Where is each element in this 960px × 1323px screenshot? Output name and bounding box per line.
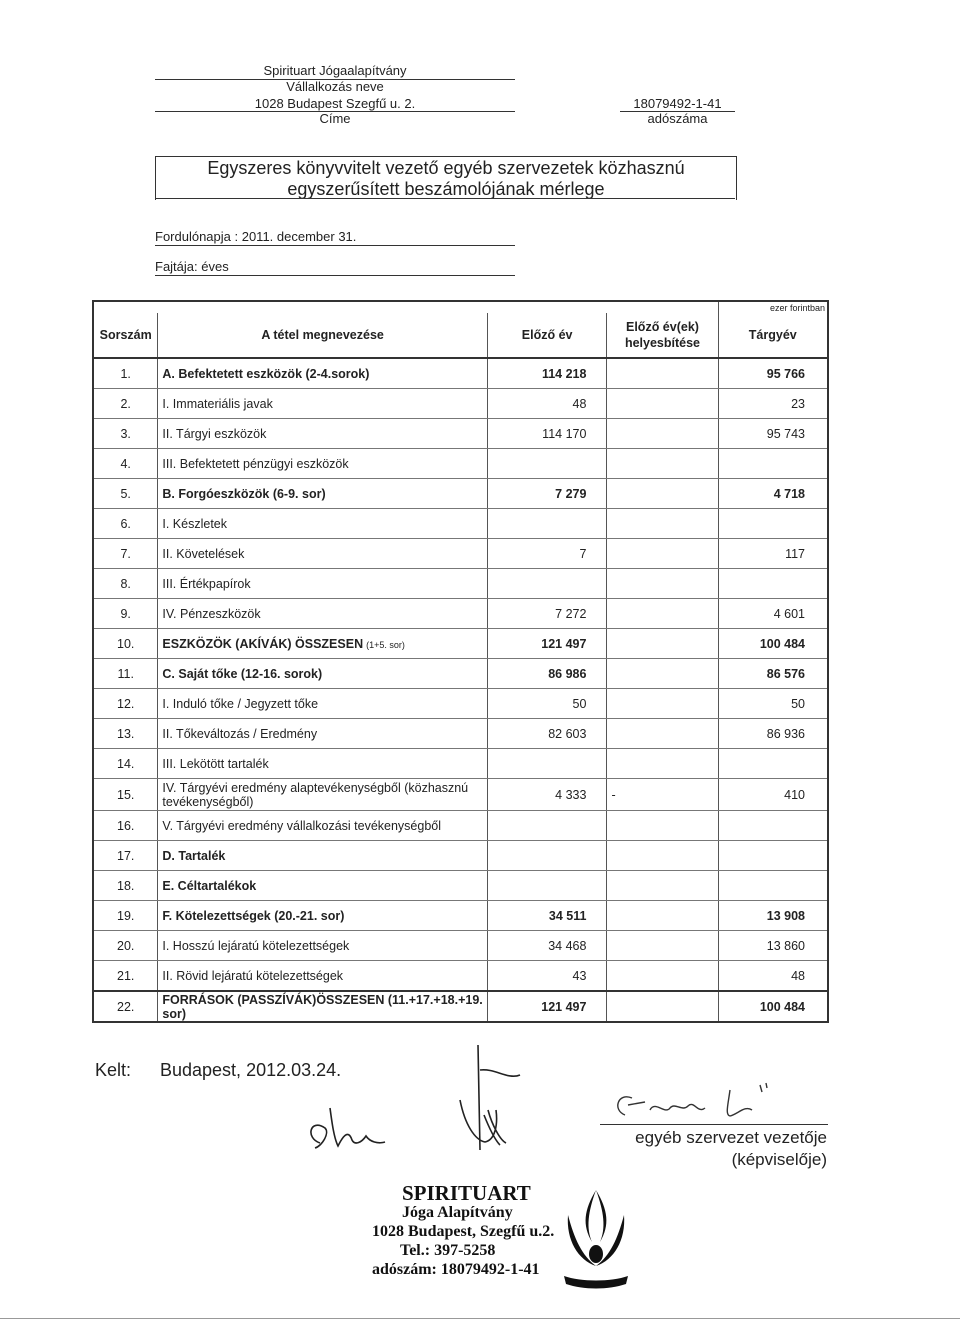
stamp-line-4: Tel.: 397-5258 [400, 1242, 496, 1259]
row-prev: 50 [487, 689, 607, 719]
row-name [158, 629, 487, 659]
leader-title-line-1: egyéb szervezet vezetője [635, 1128, 827, 1147]
company-name: Spirituart Jógaalapítvány [263, 63, 407, 78]
document-title [155, 156, 737, 200]
row-prev [487, 841, 607, 871]
header-no: Sorszám [93, 313, 158, 358]
row-corr [607, 509, 718, 539]
row-name: IV. Tárgyévi eredmény alaptevékenységből (közhasznú tevékenységből) [158, 779, 487, 811]
row-name: E. Céltartalékok [158, 871, 487, 901]
row-prev [487, 871, 607, 901]
leader-signature-line [600, 1124, 828, 1125]
row-no: 5. [93, 479, 158, 509]
row-corr [607, 931, 718, 961]
row-name: III. Lekötött tartalék [158, 749, 487, 779]
table-row [93, 811, 828, 841]
title-line-2: egyszerűsített beszámolójának mérlege [287, 179, 605, 199]
row-corr [607, 659, 718, 689]
row-curr: 100 484 [718, 991, 828, 1022]
row-name: IV. Pénzeszközök [158, 599, 487, 629]
table-row [93, 389, 828, 419]
row-no: 21. [93, 961, 158, 992]
row-no: 15. [93, 779, 158, 811]
row-no: 18. [93, 871, 158, 901]
row-corr [607, 599, 718, 629]
header-corr: Előző év(ek) helyesbítése [607, 313, 718, 358]
signature-left-icon [300, 1098, 390, 1158]
row-curr [718, 449, 828, 479]
table-row [93, 599, 828, 629]
row-curr: 48 [718, 961, 828, 992]
row-prev: 114 170 [487, 419, 607, 449]
stamp-line-5: adószám: 18079492-1-41 [372, 1261, 540, 1278]
organization-stamp [372, 1181, 555, 1279]
row-name: I. Immateriális javak [158, 389, 487, 419]
row-prev [487, 569, 607, 599]
row-no: 8. [93, 569, 158, 599]
table-row [93, 509, 828, 539]
address-label: Címe [319, 111, 351, 126]
row-corr [607, 811, 718, 841]
row-corr: - [607, 779, 718, 811]
row-curr [718, 749, 828, 779]
stamp-line-2: Jóga Alapítvány [402, 1204, 513, 1221]
row-name: C. Saját tőke (12-16. sorok) [158, 659, 487, 689]
row-name: II. Tőkeváltozás / Eredmény [158, 719, 487, 749]
title-line-1: Egyszeres könyvvitelt vezető egyéb szervezetek közhasznú [207, 158, 685, 178]
header-prev: Előző év [487, 313, 607, 358]
row-no: 10. [93, 629, 158, 659]
row-name: III. Befektetett pénzügyi eszközök [158, 449, 487, 479]
row-prev [487, 509, 607, 539]
row-corr [607, 901, 718, 931]
row-name: I. Induló tőke / Jegyzett tőke [158, 689, 487, 719]
table-row [93, 449, 828, 479]
report-type: Fajtája: éves [155, 259, 515, 276]
row-name: II. Követelések [158, 539, 487, 569]
row-curr [718, 811, 828, 841]
table-header [93, 313, 828, 358]
bottom-border-line [0, 1318, 960, 1319]
table-row [93, 931, 828, 961]
row-curr: 95 766 [718, 358, 828, 389]
row-no: 16. [93, 811, 158, 841]
row-name: A. Befektetett eszközök (2-4.sorok) [158, 358, 487, 389]
row-curr: 23 [718, 389, 828, 419]
row-no: 20. [93, 931, 158, 961]
row-no: 2. [93, 389, 158, 419]
table-row [93, 719, 828, 749]
row-no: 3. [93, 419, 158, 449]
company-address: 1028 Budapest Szegfű u. 2. [254, 96, 416, 111]
row-no: 19. [93, 901, 158, 931]
row-curr: 86 576 [718, 659, 828, 689]
row-name: III. Értékpapírok [158, 569, 487, 599]
signature-middle-icon [440, 1040, 530, 1160]
row-no: 22. [93, 991, 158, 1022]
row-curr: 13 908 [718, 901, 828, 931]
row-no: 17. [93, 841, 158, 871]
row-prev: 34 468 [487, 931, 607, 961]
row-prev [487, 749, 607, 779]
row-name: V. Tárgyévi eredmény vállalkozási tevékenységből [158, 811, 487, 841]
table-row [93, 539, 828, 569]
table-row [93, 841, 828, 871]
header-curr: Tárgyév [718, 313, 828, 358]
row-no: 12. [93, 689, 158, 719]
row-prev: 114 218 [487, 358, 607, 389]
row-corr [607, 719, 718, 749]
row-prev: 7 272 [487, 599, 607, 629]
row-corr [607, 389, 718, 419]
row-name: I. Készletek [158, 509, 487, 539]
row-corr [607, 479, 718, 509]
row-name: II. Rövid lejáratú kötelezettségek [158, 961, 487, 992]
row-corr [607, 358, 718, 389]
unit-row [93, 301, 828, 313]
leader-title [617, 1127, 827, 1171]
row-name: FORRÁSOK (PASSZÍVÁK)ÖSSZESEN (11.+17.+18.+19. sor) [158, 991, 487, 1022]
row-curr: 4 601 [718, 599, 828, 629]
row-no: 13. [93, 719, 158, 749]
row-curr: 410 [718, 779, 828, 811]
table-row [93, 689, 828, 719]
table-row [93, 629, 828, 659]
table-row [93, 569, 828, 599]
row-curr [718, 569, 828, 599]
row-corr [607, 991, 718, 1022]
row-curr: 4 718 [718, 479, 828, 509]
row-corr [607, 749, 718, 779]
row-no: 6. [93, 509, 158, 539]
signature-right-icon [610, 1080, 780, 1130]
row-prev: 86 986 [487, 659, 607, 689]
row-no: 7. [93, 539, 158, 569]
row-curr: 100 484 [718, 629, 828, 659]
row-prev: 82 603 [487, 719, 607, 749]
row-name-suffix: (1+5. sor) [366, 639, 405, 650]
table-row [93, 901, 828, 931]
row-curr: 13 860 [718, 931, 828, 961]
lotus-logo-icon [556, 1180, 636, 1300]
row-prev: 43 [487, 961, 607, 992]
row-name: II. Tárgyi eszközök [158, 419, 487, 449]
row-prev [487, 811, 607, 841]
table-row [93, 961, 828, 992]
row-curr [718, 509, 828, 539]
row-curr: 95 743 [718, 419, 828, 449]
row-corr [607, 539, 718, 569]
table-row [93, 871, 828, 901]
row-corr [607, 689, 718, 719]
stamp-line-1: SPIRITUART [402, 1181, 531, 1205]
row-corr [607, 449, 718, 479]
row-prev: 48 [487, 389, 607, 419]
row-prev: 34 511 [487, 901, 607, 931]
balance-sheet-table [92, 300, 829, 1023]
row-curr: 117 [718, 539, 828, 569]
table-row [93, 358, 828, 389]
row-prev: 121 497 [487, 629, 607, 659]
row-prev: 4 333 [487, 779, 607, 811]
table-row [93, 779, 828, 811]
table-row [93, 419, 828, 449]
row-no: 4. [93, 449, 158, 479]
kelt-label: Kelt: [95, 1060, 132, 1080]
row-prev [487, 449, 607, 479]
unit-label: ezer forintban [718, 301, 828, 313]
row-curr: 86 936 [718, 719, 828, 749]
table-row [93, 749, 828, 779]
row-name: D. Tartalék [158, 841, 487, 871]
row-corr [607, 841, 718, 871]
table-row [93, 659, 828, 689]
title-underline [155, 198, 735, 199]
row-no: 1. [93, 358, 158, 389]
row-corr [607, 871, 718, 901]
row-no: 11. [93, 659, 158, 689]
row-corr [607, 961, 718, 992]
tax-label: adószáma [647, 111, 708, 126]
row-curr: 50 [718, 689, 828, 719]
leader-title-line-2: (képviselője) [731, 1150, 827, 1169]
row-corr [607, 419, 718, 449]
tax-number: 18079492-1-41 [633, 96, 722, 111]
header-name: A tétel megnevezése [158, 313, 487, 358]
row-no: 14. [93, 749, 158, 779]
row-prev: 7 [487, 539, 607, 569]
row-name: F. Kötelezettségek (20.-21. sor) [158, 901, 487, 931]
row-curr [718, 871, 828, 901]
row-curr [718, 841, 828, 871]
row-prev: 7 279 [487, 479, 607, 509]
row-corr [607, 629, 718, 659]
row-name: B. Forgóeszközök (6-9. sor) [158, 479, 487, 509]
company-label: Vállalkozás neve [286, 79, 384, 94]
kelt-value: Budapest, 2012.03.24. [160, 1060, 342, 1080]
row-corr [607, 569, 718, 599]
row-name: I. Hosszú lejáratú kötelezettségek [158, 931, 487, 961]
row-no: 9. [93, 599, 158, 629]
table-row [93, 479, 828, 509]
table-row [93, 991, 828, 1022]
row-prev: 121 497 [487, 991, 607, 1022]
stamp-line-3: 1028 Budapest, Szegfű u.2. [372, 1223, 555, 1240]
closing-date: Fordulónapja : 2011. december 31. [155, 229, 515, 246]
row-name-text: ESZKÖZÖK (AKÍVÁK) ÖSSZESEN [162, 636, 364, 651]
